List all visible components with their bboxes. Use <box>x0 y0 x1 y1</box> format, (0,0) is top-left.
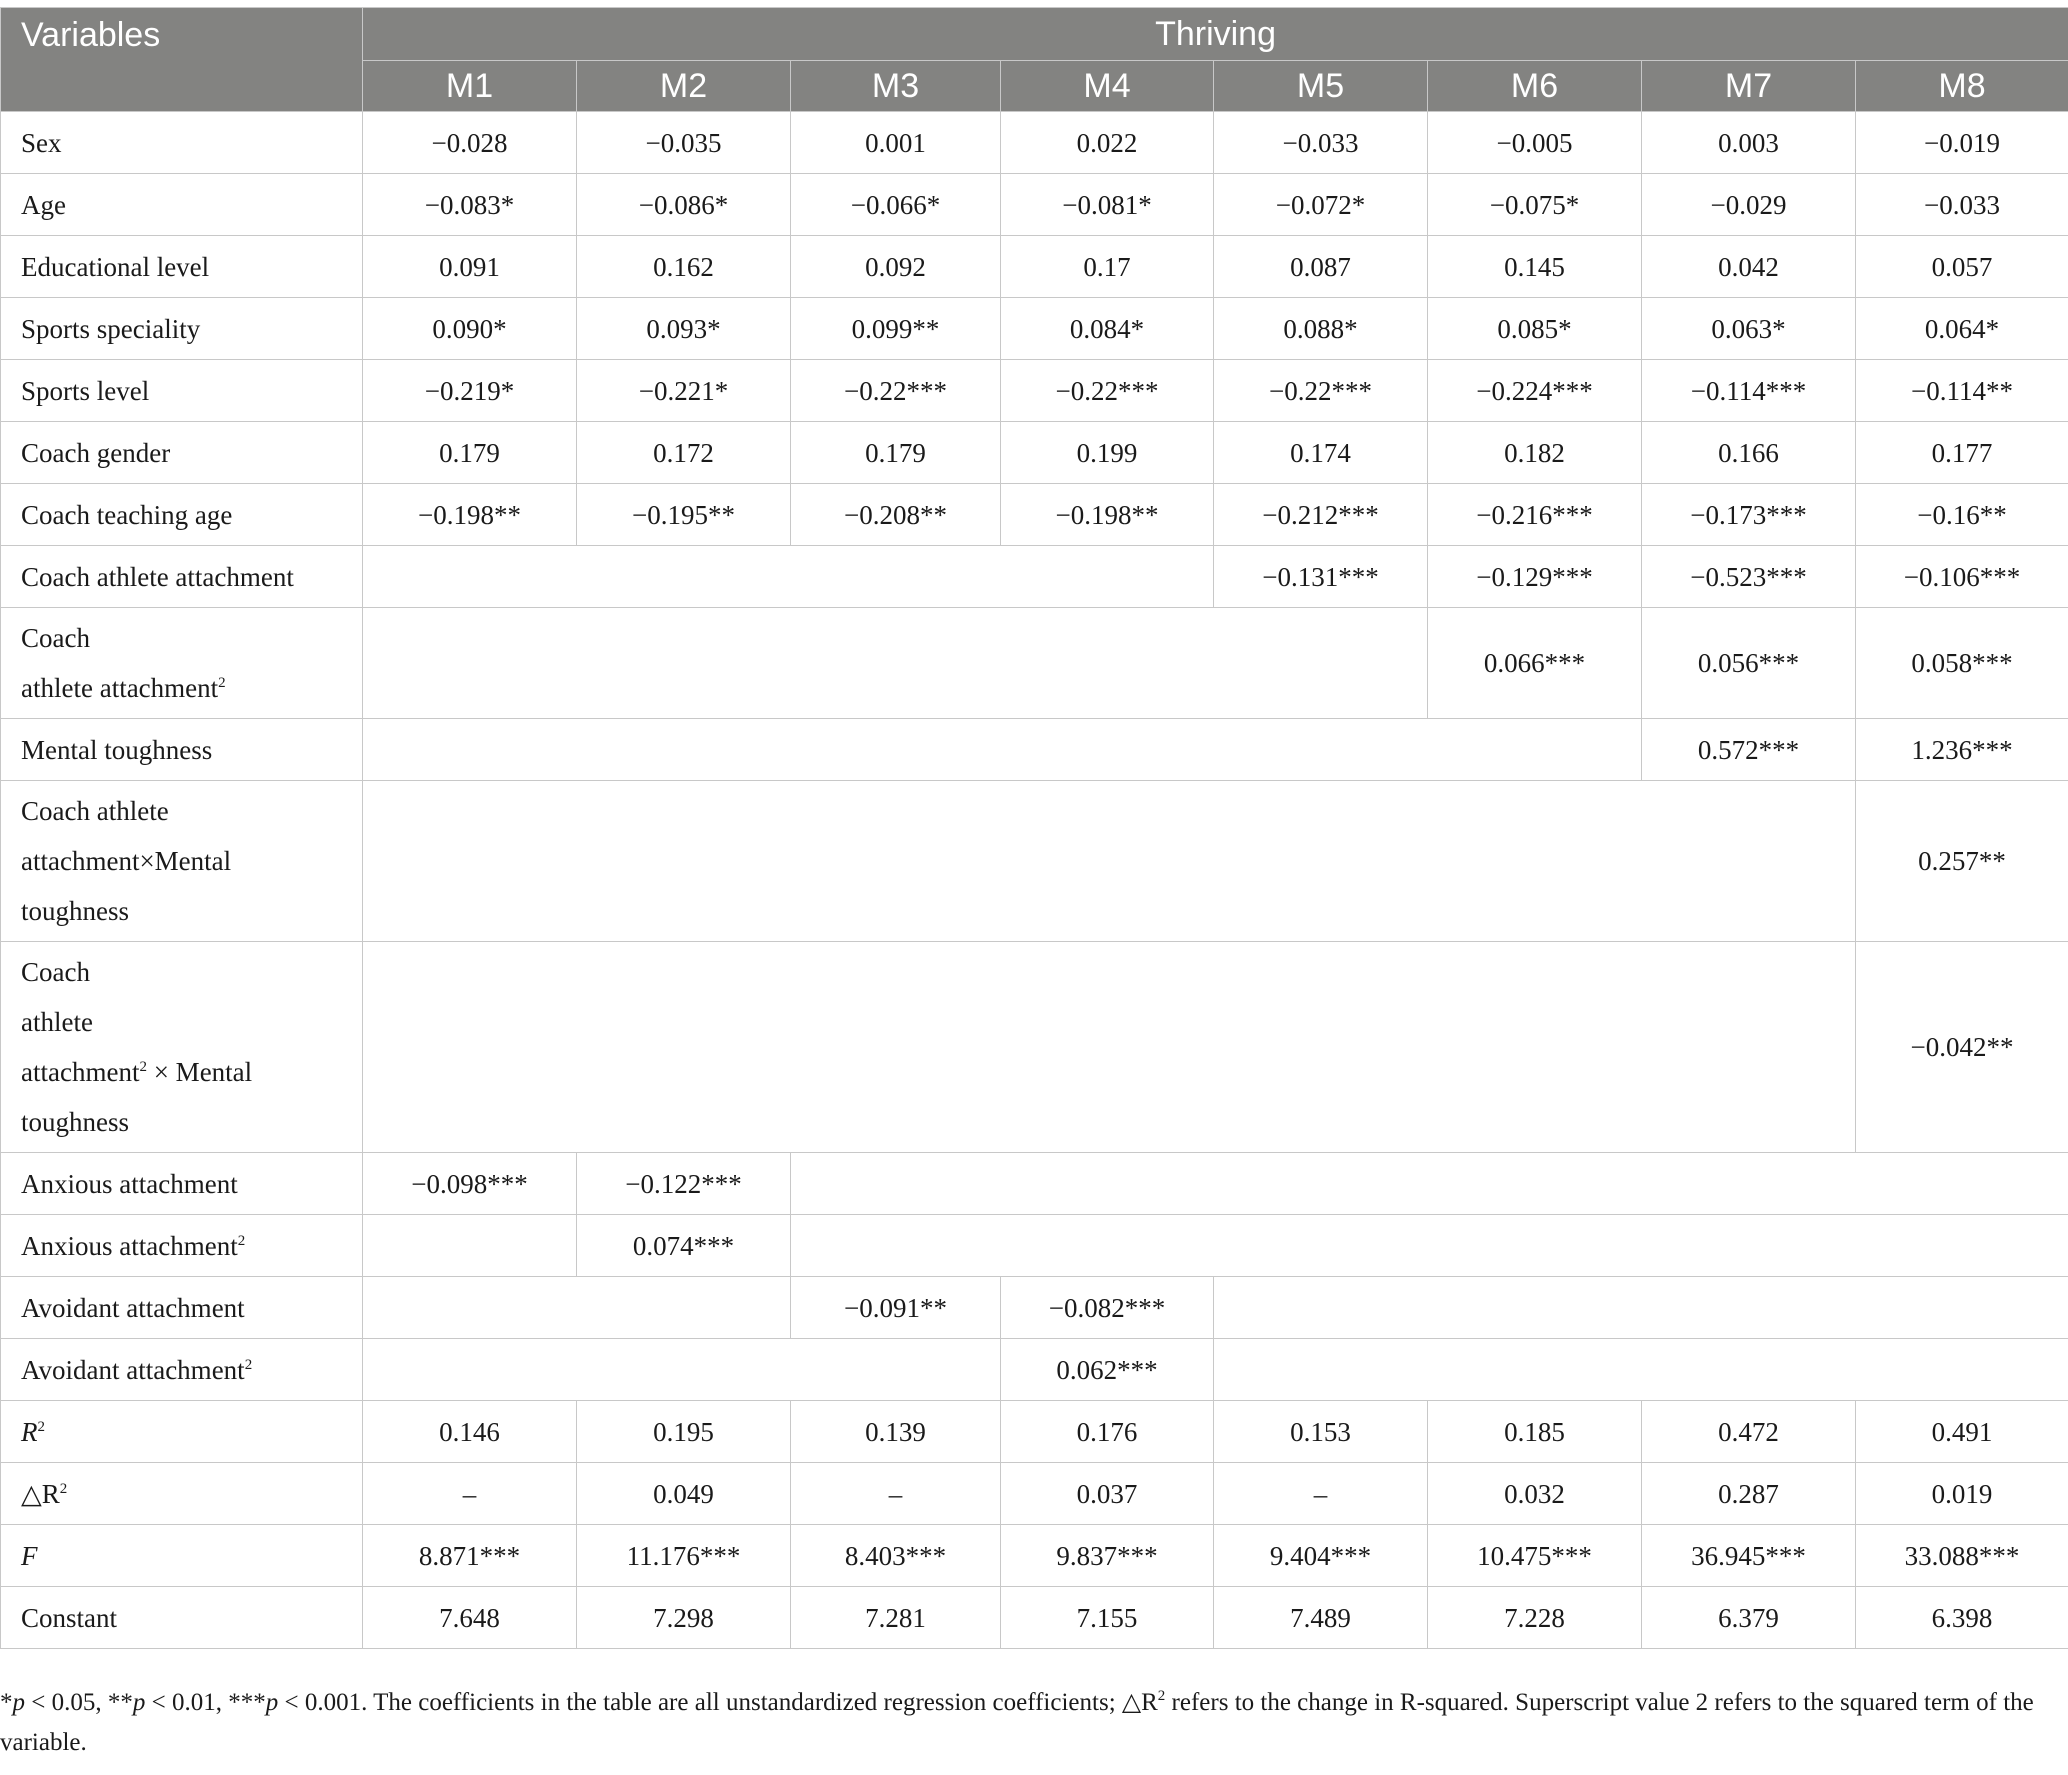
model-header-m5: M5 <box>1214 61 1428 112</box>
cell: 0.185 <box>1428 1401 1642 1463</box>
cell: 0.088* <box>1214 298 1428 360</box>
cell: −0.086* <box>577 174 791 236</box>
empty-cell <box>1214 1277 2068 1339</box>
row-r-squared <box>1 1401 2068 1463</box>
label-text: × Mental <box>146 1057 253 1087</box>
cell: −0.122*** <box>577 1153 791 1215</box>
note-text: p <box>12 1689 25 1716</box>
cell: – <box>791 1463 1001 1525</box>
cell: −0.221* <box>577 360 791 422</box>
cell: 9.837*** <box>1001 1525 1214 1587</box>
cell: 0.062*** <box>1001 1339 1214 1401</box>
cell: 0.17 <box>1001 236 1214 298</box>
cell: 1.236*** <box>1856 719 2068 781</box>
empty-cell <box>791 1153 2068 1215</box>
cell: −0.106*** <box>1856 546 2068 608</box>
cell: 7.648 <box>363 1587 577 1649</box>
cell: 8.403*** <box>791 1525 1001 1587</box>
cell: −0.219* <box>363 360 577 422</box>
row-label <box>1 1401 363 1463</box>
empty-cell <box>791 1215 2068 1277</box>
cell: – <box>1214 1463 1428 1525</box>
row-sports-speciality <box>1 298 2068 360</box>
cell: −0.114*** <box>1642 360 1856 422</box>
row-sex <box>1 112 2068 174</box>
model-header-m8: M8 <box>1856 61 2068 112</box>
cell: −0.083* <box>363 174 577 236</box>
row-attachment-squared-x-mental-toughness <box>1 942 2068 1153</box>
row-attachment-x-mental-toughness <box>1 781 2068 942</box>
cell: 0.166 <box>1642 422 1856 484</box>
empty-cell <box>363 942 1856 1153</box>
row-label: Constant <box>1 1587 363 1649</box>
cell: – <box>363 1463 577 1525</box>
row-constant <box>1 1587 2068 1649</box>
cell: 0.042 <box>1642 236 1856 298</box>
row-label: Coach teaching age <box>1 484 363 546</box>
model-header-m3: M3 <box>791 61 1001 112</box>
cell: 0.172 <box>577 422 791 484</box>
row-avoidant-attachment <box>1 1277 2068 1339</box>
row-label: Sports level <box>1 360 363 422</box>
empty-cell <box>363 1215 577 1277</box>
row-sports-level <box>1 360 2068 422</box>
row-coach-athlete-attachment-squared <box>1 608 2068 719</box>
row-label <box>1 1525 363 1587</box>
cell: 0.472 <box>1642 1401 1856 1463</box>
cell: −0.129*** <box>1428 546 1642 608</box>
cell: 10.475*** <box>1428 1525 1642 1587</box>
cell: 9.404*** <box>1214 1525 1428 1587</box>
cell: 0.174 <box>1214 422 1428 484</box>
cell: −0.212*** <box>1214 484 1428 546</box>
cell: −0.042** <box>1856 942 2068 1153</box>
cell: 36.945*** <box>1642 1525 1856 1587</box>
row-label <box>1 1463 363 1525</box>
cell: 0.087 <box>1214 236 1428 298</box>
cell: −0.081* <box>1001 174 1214 236</box>
label-line: Coach athlete <box>21 796 169 826</box>
cell: 0.146 <box>363 1401 577 1463</box>
cell: 0.092 <box>791 236 1001 298</box>
row-anxious-attachment <box>1 1153 2068 1215</box>
row-label: Avoidant attachment <box>1 1277 363 1339</box>
cell: 0.176 <box>1001 1401 1214 1463</box>
model-header-m2: M2 <box>577 61 791 112</box>
superscript: 2 <box>1157 1688 1166 1704</box>
row-educational-level <box>1 236 2068 298</box>
cell: −0.029 <box>1642 174 1856 236</box>
cell: −0.028 <box>363 112 577 174</box>
cell: 0.182 <box>1428 422 1642 484</box>
cell: −0.019 <box>1856 112 2068 174</box>
cell: −0.22*** <box>1001 360 1214 422</box>
row-label: Mental toughness <box>1 719 363 781</box>
cell: −0.033 <box>1856 174 2068 236</box>
note-text: < 0.001. The coefficients in the table are all unstandardized regression coefficients; △R <box>278 1689 1158 1716</box>
cell: 6.379 <box>1642 1587 1856 1649</box>
cell: 0.179 <box>791 422 1001 484</box>
cell: 0.572*** <box>1642 719 1856 781</box>
note-text: < 0.01, *** <box>145 1689 266 1716</box>
cell: −0.091** <box>791 1277 1001 1339</box>
cell: −0.22*** <box>791 360 1001 422</box>
row-label <box>1 608 363 719</box>
cell: 0.032 <box>1428 1463 1642 1525</box>
cell: 0.199 <box>1001 422 1214 484</box>
cell: −0.035 <box>577 112 791 174</box>
cell: 0.022 <box>1001 112 1214 174</box>
row-label: Sex <box>1 112 363 174</box>
row-label: Sports speciality <box>1 298 363 360</box>
cell: −0.066* <box>791 174 1001 236</box>
cell: −0.208** <box>791 484 1001 546</box>
cell: −0.082*** <box>1001 1277 1214 1339</box>
cell: 0.195 <box>577 1401 791 1463</box>
row-label: Educational level <box>1 236 363 298</box>
superscript: 2 <box>37 1418 45 1435</box>
note-text: * <box>0 1689 13 1716</box>
model-header-m6: M6 <box>1428 61 1642 112</box>
cell: 11.176*** <box>577 1525 791 1587</box>
cell: 7.298 <box>577 1587 791 1649</box>
cell: −0.075* <box>1428 174 1642 236</box>
cell: 0.085* <box>1428 298 1642 360</box>
label-line: toughness <box>21 1107 129 1137</box>
label-text: athlete attachment <box>21 673 219 703</box>
cell: 6.398 <box>1856 1587 2068 1649</box>
cell: −0.072* <box>1214 174 1428 236</box>
cell: 0.093* <box>577 298 791 360</box>
row-f <box>1 1525 2068 1587</box>
label-text: attachment <box>21 1057 140 1087</box>
superscript: 2 <box>59 1480 68 1497</box>
cell: 0.177 <box>1856 422 2068 484</box>
empty-cell <box>363 546 1214 608</box>
cell: 0.019 <box>1856 1463 2068 1525</box>
cell: 0.153 <box>1214 1401 1428 1463</box>
label-text: Anxious attachment <box>21 1230 238 1261</box>
regression-table <box>0 7 2068 1649</box>
cell: 0.162 <box>577 236 791 298</box>
cell: 0.139 <box>791 1401 1001 1463</box>
cell: 7.281 <box>791 1587 1001 1649</box>
table-footnote <box>0 1683 2060 1763</box>
empty-cell <box>363 719 1642 781</box>
cell: −0.22*** <box>1214 360 1428 422</box>
cell: 0.287 <box>1642 1463 1856 1525</box>
cell: 8.871*** <box>363 1525 577 1587</box>
cell: 33.088*** <box>1856 1525 2068 1587</box>
superscript: 2 <box>139 1059 147 1075</box>
row-label: Age <box>1 174 363 236</box>
empty-cell <box>1214 1339 2068 1401</box>
cell: 0.003 <box>1642 112 1856 174</box>
row-label <box>1 1215 363 1277</box>
cell: −0.195** <box>577 484 791 546</box>
label-line <box>21 663 362 713</box>
empty-cell <box>363 1339 1001 1401</box>
cell: 0.058*** <box>1856 608 2068 719</box>
label-text: R <box>21 1416 38 1447</box>
note-text: < 0.05, ** <box>25 1689 133 1716</box>
empty-cell <box>363 781 1856 942</box>
row-label <box>1 942 363 1153</box>
superscript: 2 <box>218 675 226 691</box>
row-label: Coach gender <box>1 422 363 484</box>
empty-cell <box>363 1277 791 1339</box>
superscript: 2 <box>237 1232 246 1249</box>
cell: 0.037 <box>1001 1463 1214 1525</box>
row-mental-toughness <box>1 719 2068 781</box>
row-anxious-attachment-squared <box>1 1215 2068 1277</box>
cell: 0.179 <box>363 422 577 484</box>
row-coach-teaching-age <box>1 484 2068 546</box>
cell: 0.084* <box>1001 298 1214 360</box>
label-text: F <box>21 1540 38 1571</box>
cell: 7.155 <box>1001 1587 1214 1649</box>
cell: −0.114** <box>1856 360 2068 422</box>
cell: 0.066*** <box>1428 608 1642 719</box>
cell: 0.145 <box>1428 236 1642 298</box>
label-text: △R <box>21 1478 60 1509</box>
row-label: Anxious attachment <box>1 1153 363 1215</box>
cell: 0.074*** <box>577 1215 791 1277</box>
cell: −0.098*** <box>363 1153 577 1215</box>
cell: −0.033 <box>1214 112 1428 174</box>
row-label <box>1 781 363 942</box>
cell: −0.16** <box>1856 484 2068 546</box>
cell: 7.228 <box>1428 1587 1642 1649</box>
label-line: attachment×Mental <box>21 846 232 876</box>
cell: −0.131*** <box>1214 546 1428 608</box>
row-coach-gender <box>1 422 2068 484</box>
superscript: 2 <box>244 1356 253 1373</box>
label-line: Coach <box>21 957 90 987</box>
row-age <box>1 174 2068 236</box>
variables-header: Variables <box>1 8 363 112</box>
row-avoidant-attachment-squared <box>1 1339 2068 1401</box>
cell: −0.523*** <box>1642 546 1856 608</box>
cell: 7.489 <box>1214 1587 1428 1649</box>
cell: 0.063* <box>1642 298 1856 360</box>
thriving-header: Thriving <box>363 8 2068 61</box>
model-header-m7: M7 <box>1642 61 1856 112</box>
row-delta-r-squared <box>1 1463 2068 1525</box>
label-line <box>21 1047 362 1097</box>
row-label: Coach athlete attachment <box>1 546 363 608</box>
cell: 0.064* <box>1856 298 2068 360</box>
cell: −0.224*** <box>1428 360 1642 422</box>
cell: 0.257** <box>1856 781 2068 942</box>
cell: −0.173*** <box>1642 484 1856 546</box>
model-header-m4: M4 <box>1001 61 1214 112</box>
label-line: Coach <box>21 623 90 653</box>
cell: 0.491 <box>1856 1401 2068 1463</box>
label-line: toughness <box>21 896 129 926</box>
cell: 0.091 <box>363 236 577 298</box>
cell: 0.057 <box>1856 236 2068 298</box>
label-text: Avoidant attachment <box>21 1354 245 1385</box>
cell: −0.198** <box>1001 484 1214 546</box>
empty-cell <box>363 608 1428 719</box>
row-label <box>1 1339 363 1401</box>
model-header-m1: M1 <box>363 61 577 112</box>
note-text: p <box>265 1689 279 1716</box>
cell: −0.005 <box>1428 112 1642 174</box>
cell: 0.056*** <box>1642 608 1856 719</box>
cell: −0.198** <box>363 484 577 546</box>
label-line: athlete <box>21 1007 93 1037</box>
cell: 0.090* <box>363 298 577 360</box>
note-text: refers to the change in R-squared. Superscript value 2 refers to the squared term of the variable. <box>0 1689 2034 1756</box>
cell: 0.001 <box>791 112 1001 174</box>
cell: 0.049 <box>577 1463 791 1525</box>
note-text: p <box>132 1689 146 1716</box>
cell: 0.099** <box>791 298 1001 360</box>
row-coach-athlete-attachment <box>1 546 2068 608</box>
cell: −0.216*** <box>1428 484 1642 546</box>
